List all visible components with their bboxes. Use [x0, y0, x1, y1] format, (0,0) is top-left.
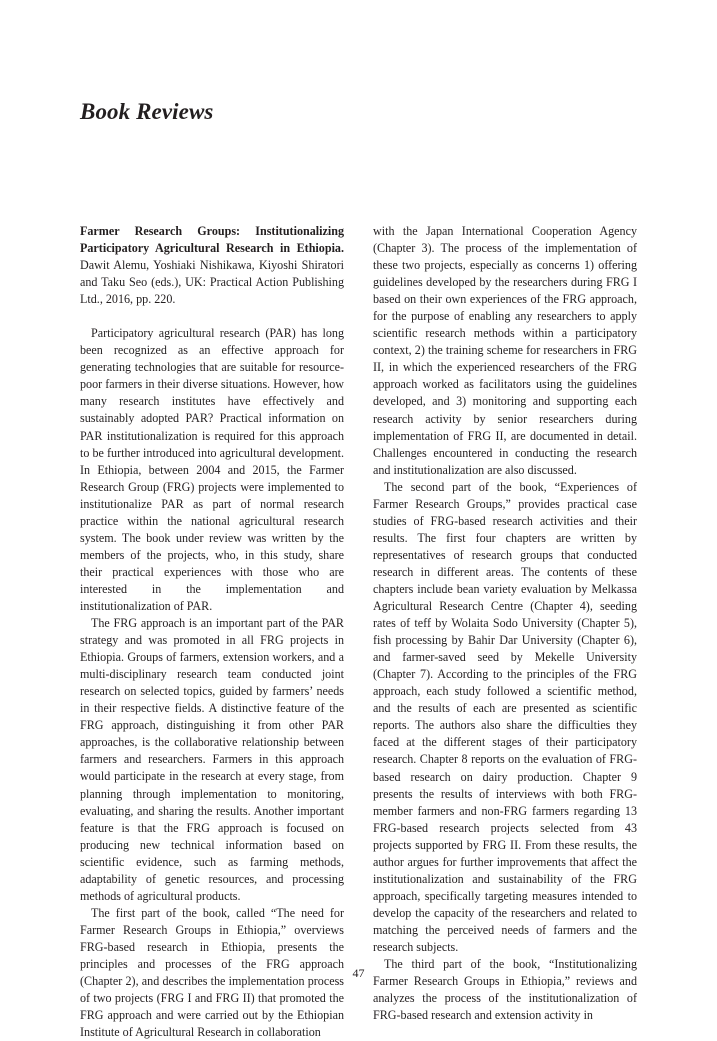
book-reference [80, 223, 344, 308]
right-column [373, 223, 637, 1024]
book-citation: Dawit Alemu, Yoshiaki Nishikawa, Kiyoshi Shiratori and Taku Seo (eds.), UK: Practical Action Publishing Ltd., 2016, pp. 220. [80, 258, 344, 307]
right-paragraph-3: The third part of the book, “Institutionalizing Farmer Research Groups in Ethiopia,” reviews and analyzes the process of the institutionalization of FRG-based research and extension activity in [373, 957, 637, 1023]
book-title: Farmer Research Groups: Institutionalizing Participatory Agricultural Research in Ethiopia. [80, 224, 344, 256]
left-column [80, 223, 344, 1041]
page-number: 47 [352, 966, 365, 980]
left-paragraph-3: The first part of the book, called “The need for Farmer Research Groups in Ethiopia,” overviews FRG-based research in Ethiopia, presents the principles and processes of the FRG approach (Chapter 2), and describes the implementation process of two projects (FRG I and FRG II) that promoted the FRG approach and were carried out by the Ethiopian Institute of Agricultural Research in collaboration [80, 905, 344, 1040]
right-paragraph-2: The second part of the book, “Experiences of Farmer Research Groups,” provides practical case studies of FRG-based research activities and their results. The first four chapters are written by representatives of research groups that conducted research in different areas. The contents of these chapters include bean variety evaluation by Melkassa Agricultural Research Centre (Chapter 4), seeding rates of teff by Wolaita Sodo University (Chapter 5), fish processing by Bahir Dar University (Chapter 6), and farmer-saved seed by Mekelle University (Chapter 7). According to the principles of the FRG approach, each study followed a scientific method, and the results of each are presented as scientific reports. The authors also share the difficulties they faced at the different stages of their participatory research. Chapter 8 reports on the evaluation of FRG-based research on dairy production. Chapter 9 presents the results of interviews with both FRG-member farmers and non-FRG farmers regarding 13 FRG-based research projects selected from 43 projects supported by FRG II. From these results, the author argues for further improvements that affect the institutionalization and sustainability of the FRG approach, specifically targeting measures intended to develop the capacity of the researchers and related to matching the perceived needs of farmers and the research subjects. [373, 479, 637, 954]
left-paragraph-1: Participatory agricultural research (PAR) has long been recognized as an effective approach for generating technologies that are suitable for resource-poor farmers in their diverse situations. However, how many research institutes have effectively and sustainably adopted PAR? Practical information on PAR institutionalization is required for this approach to be further introduced into agricultural development. In Ethiopia, between 2004 and 2015, the Farmer Research Group (FRG) projects were implemented to institutionalize PAR as part of normal research practice within the national agricultural research system. The book under review was written by the members of the projects, who, in this study, share their practical experiences with those who are interested in the implementation and institutionalization of PAR. [80, 326, 344, 613]
right-paragraph-1: with the Japan International Cooperation Agency (Chapter 3). The process of the implementation of these two projects, especially as concerns 1) offering guidelines developed by the researchers during FRG I based on their own experiences of the FRG approach, for the purpose of enabling any researchers to apply scientific research methods within a participatory context, 2) the training scheme for researchers in FRG II, in which the experienced researchers of the FRG approach worked as facilitators using the guidelines developed, and 3) monitoring and supporting each research activity by senior researchers during implementation of FRG II, are documented in detail. Challenges encountered in conducting the research and institutionalization are also discussed. [373, 224, 637, 477]
left-paragraph-2: The FRG approach is an important part of the PAR strategy and was promoted in all FRG projects in Ethiopia. Groups of farmers, extension workers, and a multi-disciplinary research team conducted joint research on selected topics, guided by farmers’ needs in their respective fields. A distinctive feature of the FRG approach, distinguishing it from other PAR approaches, is the collaborative relationship between farmers and researchers. Farmers in this approach would participate in the research at every stage, from planning through implementation to monitoring, evaluating, and sharing the results. Another important feature is that the FRG approach is focused on producing new technical information based on scientific evidence, such as farming methods, adaptability of genetic resources, and processing methods of agricultural products. [80, 616, 344, 903]
section-title: Book Reviews [80, 99, 214, 124]
